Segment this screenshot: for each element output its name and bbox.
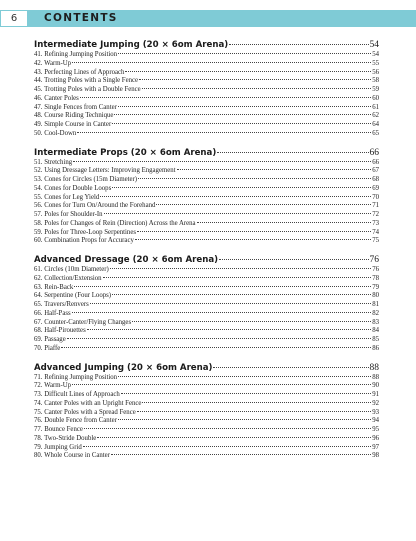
toc-entry[interactable] [34,452,379,461]
toc-entry[interactable] [34,345,379,354]
entry-page-number: 83 [372,318,379,326]
dot-leader [77,132,371,133]
toc-entry[interactable] [34,194,379,203]
entry-page-number: 62 [372,112,379,120]
toc-entry[interactable] [34,60,379,69]
toc-entry[interactable] [34,391,379,400]
toc-section [34,40,379,139]
section-page-number: 66 [369,147,379,158]
dot-leader [135,239,371,240]
entry-title: 52. Using Dressage Letters: Improving Engagement [34,167,176,175]
section-title: Intermediate Jumping (20 × 6om Arena) [34,40,229,50]
dot-leader [137,411,371,412]
entry-title: 56. Cones for Turn On/Around the Forehand [34,202,156,210]
entry-page-number: 86 [372,344,379,352]
toc-entry[interactable] [34,319,379,328]
section-heading[interactable] [34,40,379,51]
entry-title: 45. Trotting Poles with a Double Fence [34,86,141,93]
dot-leader [67,338,371,339]
dot-leader [177,169,372,170]
entry-page-number: 66 [372,158,379,166]
entry-page-number: 92 [372,399,379,407]
dot-leader [97,437,371,438]
entry-title: 41. Refining Jumping Position [34,51,118,58]
dot-leader [142,88,372,89]
dot-leader [84,428,371,429]
toc-entry[interactable] [34,77,379,86]
entry-title: 43. Perfecting Lines of Approach [34,68,125,76]
entry-page-number: 88 [372,373,379,381]
entry-page-number: 80 [372,292,379,300]
toc-entry[interactable] [34,275,379,284]
entry-page-number: 64 [372,121,379,128]
section-page-number: 54 [369,40,379,50]
entry-page-number: 94 [372,417,379,425]
entry-page-number: 72 [372,211,379,218]
dot-leader [100,196,371,197]
toc-entry[interactable] [34,435,379,444]
toc-entry[interactable] [34,112,379,121]
toc-entry[interactable] [34,159,379,168]
entry-page-number: 58 [372,77,379,85]
entry-title: 77. Bounce Fence [34,426,83,433]
dot-leader [118,53,371,54]
entry-title: 73. Difficult Lines of Approach [34,391,120,398]
entry-title: 65. Travers/Renvers [34,301,89,308]
page-number: 6 [0,10,28,27]
toc-section [34,148,379,247]
toc-entry[interactable] [34,426,379,435]
entry-page-number: 79 [372,283,379,291]
entry-title: 68. Half-Pirouettes [34,327,86,335]
toc-entry[interactable] [34,202,379,211]
dot-leader [142,402,371,403]
entry-title: 67. Counter-Canter/Flying Changes [34,318,132,326]
entry-page-number: 97 [372,443,379,451]
entry-title: 63. Rein-Back [34,283,74,291]
entry-title: 71. Refining Jumping Position [34,373,118,381]
toc-entry[interactable] [34,86,379,95]
toc-entry[interactable] [34,284,379,293]
entry-title: 64. Serpentine (Four Loops) [34,292,112,300]
toc-entry[interactable] [34,301,379,310]
toc-entry[interactable] [34,185,379,194]
toc-entry[interactable] [34,409,379,418]
entry-title: 57. Poles for Shoulder-In [34,211,103,218]
entry-page-number: 96 [372,434,379,442]
section-heading[interactable] [34,148,379,159]
dot-leader [138,178,371,179]
dot-leader [118,419,371,420]
entry-page-number: 95 [372,426,379,433]
toc-entry[interactable] [34,211,379,220]
entry-page-number: 82 [372,309,379,317]
entry-title: 47. Single Fences from Canter [34,103,117,111]
dot-leader [229,44,368,45]
entry-page-number: 98 [372,452,379,460]
toc-entry[interactable] [34,266,379,275]
dot-leader [137,231,371,232]
entry-title: 79. Jumping Grid [34,443,82,451]
toc-entry[interactable] [34,327,379,336]
table-of-contents [34,40,379,470]
entry-title: 72. Warm-Up [34,382,72,390]
entry-page-number: 91 [372,391,379,398]
toc-entry[interactable] [34,444,379,453]
entry-title: 80. Whole Course in Canter [34,452,110,460]
entry-page-number: 76 [372,266,379,273]
entry-title: 60. Combination Props for Accuracy [34,237,134,245]
entry-page-number: 93 [372,408,379,416]
toc-entry[interactable] [34,176,379,185]
entry-title: 48. Course Riding Technique [34,112,114,120]
dot-leader [112,294,371,295]
entry-title: 69. Passage [34,336,66,343]
dot-leader [112,187,371,188]
section-heading[interactable] [34,255,379,266]
toc-entry[interactable] [34,237,379,246]
dot-leader [72,384,371,385]
entry-page-number: 54 [372,51,379,58]
entry-page-number: 71 [372,202,379,210]
dot-leader [197,222,372,223]
entry-title: 66. Half-Pass [34,309,71,317]
dot-leader [104,213,372,214]
toc-entry[interactable] [34,382,379,391]
entry-title: 54. Cones for Double Loops [34,184,112,192]
entry-title: 49. Simple Course in Canter [34,121,112,128]
section-heading[interactable] [34,363,379,374]
entry-page-number: 56 [372,68,379,76]
toc-entry[interactable] [34,220,379,229]
toc-entry[interactable] [34,69,379,78]
toc-entry[interactable] [34,130,379,139]
entry-page-number: 74 [372,228,379,236]
dot-leader [121,393,371,394]
dot-leader [80,97,371,98]
toc-entry[interactable] [34,417,379,426]
entry-page-number: 73 [372,219,379,227]
entry-title: 58. Poles for Changes of Rein (Direction) Across the Arena [34,219,196,227]
entry-page-number: 84 [372,327,379,335]
dot-leader [118,106,371,107]
page-title: CONTENTS [44,12,118,24]
entry-page-number: 68 [372,176,379,183]
dot-leader [112,123,371,124]
entry-page-number: 61 [372,103,379,111]
toc-entry[interactable] [34,51,379,60]
toc-entry[interactable] [34,374,379,383]
entry-page-number: 69 [372,184,379,192]
entry-title: 75. Canter Poles with a Spread Fence [34,408,136,416]
entry-page-number: 60 [372,94,379,102]
entry-title: 61. Circles (10m Diameter) [34,266,109,273]
entry-page-number: 75 [372,237,379,245]
dot-leader [156,204,371,205]
toc-section [34,363,379,462]
dot-leader [72,312,372,313]
section-title: Intermediate Props (20 × 6om Arena) [34,147,217,158]
entry-page-number: 67 [372,167,379,175]
section-title: Advanced Jumping (20 × 6om Arena) [34,362,213,373]
toc-entry[interactable] [34,167,379,176]
section-page-number: 88 [369,362,379,373]
entry-title: 76. Double Fence from Canter [34,417,117,425]
entry-title: 44. Trotting Poles with a Single Fence [34,77,139,85]
dot-leader [90,303,371,304]
toc-entry[interactable] [34,104,379,113]
toc-section [34,255,379,354]
toc-entry[interactable] [34,121,379,130]
dot-leader [114,114,371,115]
header-bar [0,10,416,27]
entry-title: 78. Two-Stride Double [34,434,97,442]
dot-leader [139,79,371,80]
entry-title: 59. Poles for Three-Loop Serpentines [34,228,136,236]
dot-leader [125,71,371,72]
entry-page-number: 81 [372,301,379,308]
dot-leader [83,446,371,447]
dot-leader [74,286,371,287]
dot-leader [72,62,371,63]
entry-title: 42. Warm-Up [34,59,72,67]
dot-leader [87,329,371,330]
dot-leader [217,152,368,153]
entry-page-number: 65 [372,129,379,137]
entry-title: 70. Piaffe [34,344,61,352]
dot-leader [73,161,371,162]
dot-leader [213,367,368,368]
dot-leader [111,454,371,455]
entry-title: 46. Canter Poles [34,94,79,102]
entry-title: 51. Stretching [34,158,73,166]
entry-page-number: 90 [372,382,379,390]
entry-title: 74. Canter Poles with an Upright Fence [34,399,142,407]
dot-leader [118,376,371,377]
dot-leader [219,259,368,260]
toc-entry[interactable] [34,400,379,409]
entry-page-number: 55 [372,59,379,67]
entry-page-number: 78 [372,274,379,282]
entry-title: 55. Cones for Leg Yield [34,193,100,201]
toc-entry[interactable] [34,310,379,319]
entry-title: 50. Cool-Down [34,129,77,137]
toc-entry[interactable] [34,229,379,238]
entry-page-number: 59 [372,86,379,93]
dot-leader [110,268,371,269]
toc-entry[interactable] [34,95,379,104]
dot-leader [103,277,372,278]
toc-entry[interactable] [34,336,379,345]
section-title: Advanced Dressage (20 × 6om Arena) [34,255,219,265]
dot-leader [61,347,371,348]
entry-title: 53. Cones for Circles (15m Diameter) [34,176,138,183]
section-page-number: 76 [369,255,379,265]
entry-page-number: 70 [372,193,379,201]
toc-entry[interactable] [34,292,379,301]
entry-title: 62. Collection/Extension [34,274,102,282]
entry-page-number: 85 [372,336,379,343]
dot-leader [132,321,371,322]
